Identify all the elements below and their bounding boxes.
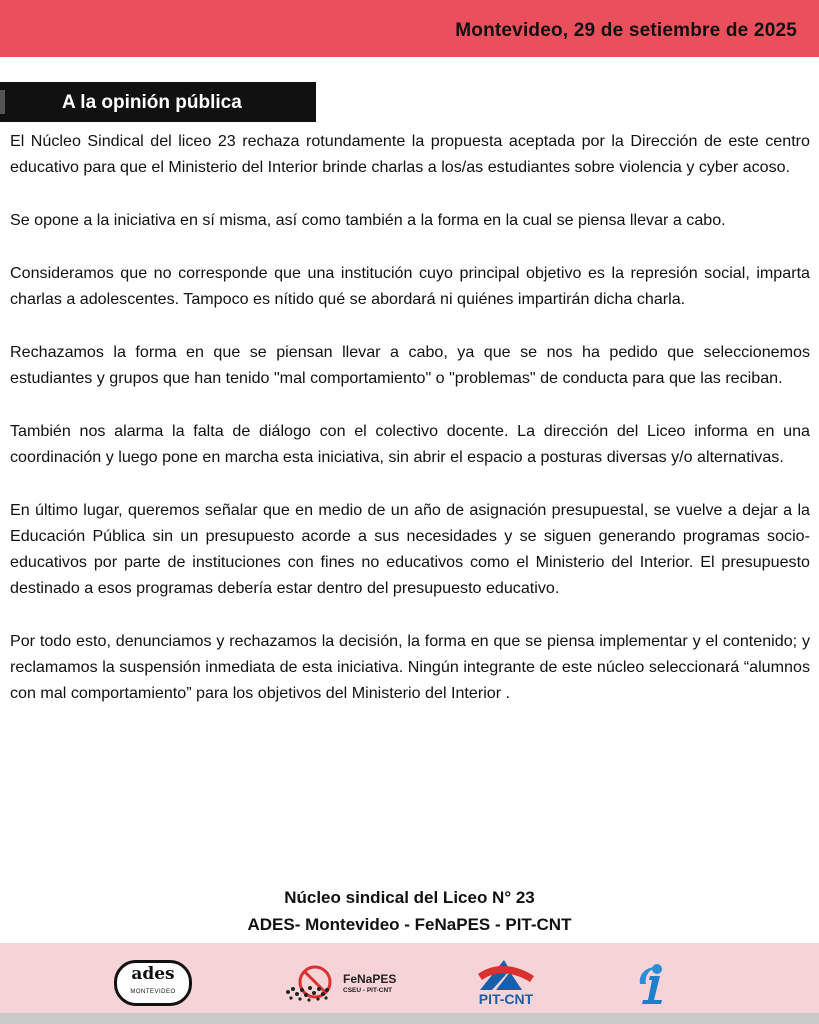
paragraph: Consideramos que no corresponde que una institución cuyo principal objetivo es la represión social, imparta charlas a adolescentes. Tampoco es nítido qué se abordará ni quiénes impartirán dicha charla. <box>10 264 810 308</box>
info-i-logo <box>628 960 676 1006</box>
ades-logo <box>114 960 192 1006</box>
header-bar <box>0 0 819 57</box>
fenapes-emblem-icon <box>282 962 342 1006</box>
ades-logo-text: ades <box>131 964 175 984</box>
title-box <box>0 82 316 122</box>
fenapes-logo-subtext: CSEU - PIT-CNT <box>343 987 393 994</box>
paragraph: En último lugar, queremos señalar que en medio de un año de asignación presupuestal, se vuelve a dejar a la Educación Pública sin un presupuesto acorde a sus necesidades y se siguen generando programas socio-educativos por parte de instituciones con fines no educativos como el Ministerio del Interior. El presupuesto destinado a esos programas debería estar dentro del presupuesto educativo. <box>10 501 810 597</box>
paragraph: Rechazamos la forma en que se piensan llevar a cabo, ya que se nos ha pedido que seleccionemos estudiantes y grupos que han tenido "mal comportamiento" o "problemas" de conducta para que las reciban. <box>10 343 810 387</box>
bottom-strip <box>0 1013 819 1024</box>
signature-block <box>0 884 819 938</box>
ades-logo-subtext: MONTEVIDEO <box>130 989 176 995</box>
paragraph: El Núcleo Sindical del liceo 23 rechaza rotundamente la propuesta aceptada por la Dirección de este centro educativo para que el Ministerio del Interior brinde charlas a los/as estudiantes sobre violencia y cyber acoso. <box>10 132 810 176</box>
signature-line-1: Núcleo sindical del Liceo N° 23 <box>284 888 535 907</box>
pit-cnt-emblem-icon <box>470 956 542 992</box>
paragraph: También nos alarma la falta de diálogo con el colectivo docente. La dirección del Liceo informa en una coordinación y luego pone en marcha esta iniciativa, sin abrir el espacio a posturas diversas y/o alternativas. <box>10 422 810 466</box>
fenapes-logo <box>282 962 402 1006</box>
paragraph: Se opone a la iniciativa en sí misma, así como también a la forma en la cual se piensa llevar a cabo. <box>10 211 726 229</box>
statement-body <box>10 128 810 706</box>
document-title: A la opinión pública <box>62 92 242 113</box>
pit-cnt-logo <box>470 956 542 1010</box>
info-i-icon <box>628 960 676 1006</box>
fenapes-logo-text: FeNaPES <box>343 972 397 986</box>
title-box-edge <box>0 90 5 114</box>
paragraph: Por todo esto, denunciamos y rechazamos la decisión, la forma en que se piensa implementar y el contenido; y reclamamos la suspensión inmediata de esta iniciativa. Ningún integrante de este núcleo seleccionará “alumnos con mal comportamiento” para los objetivos del Ministerio del Interior . <box>10 632 810 702</box>
pit-cnt-logo-text: PIT-CNT <box>478 991 534 1007</box>
date-line: Montevideo, 29 de setiembre de 2025 <box>455 20 797 41</box>
signature-line-2: ADES- Montevideo - FeNaPES - PIT-CNT <box>247 915 572 934</box>
